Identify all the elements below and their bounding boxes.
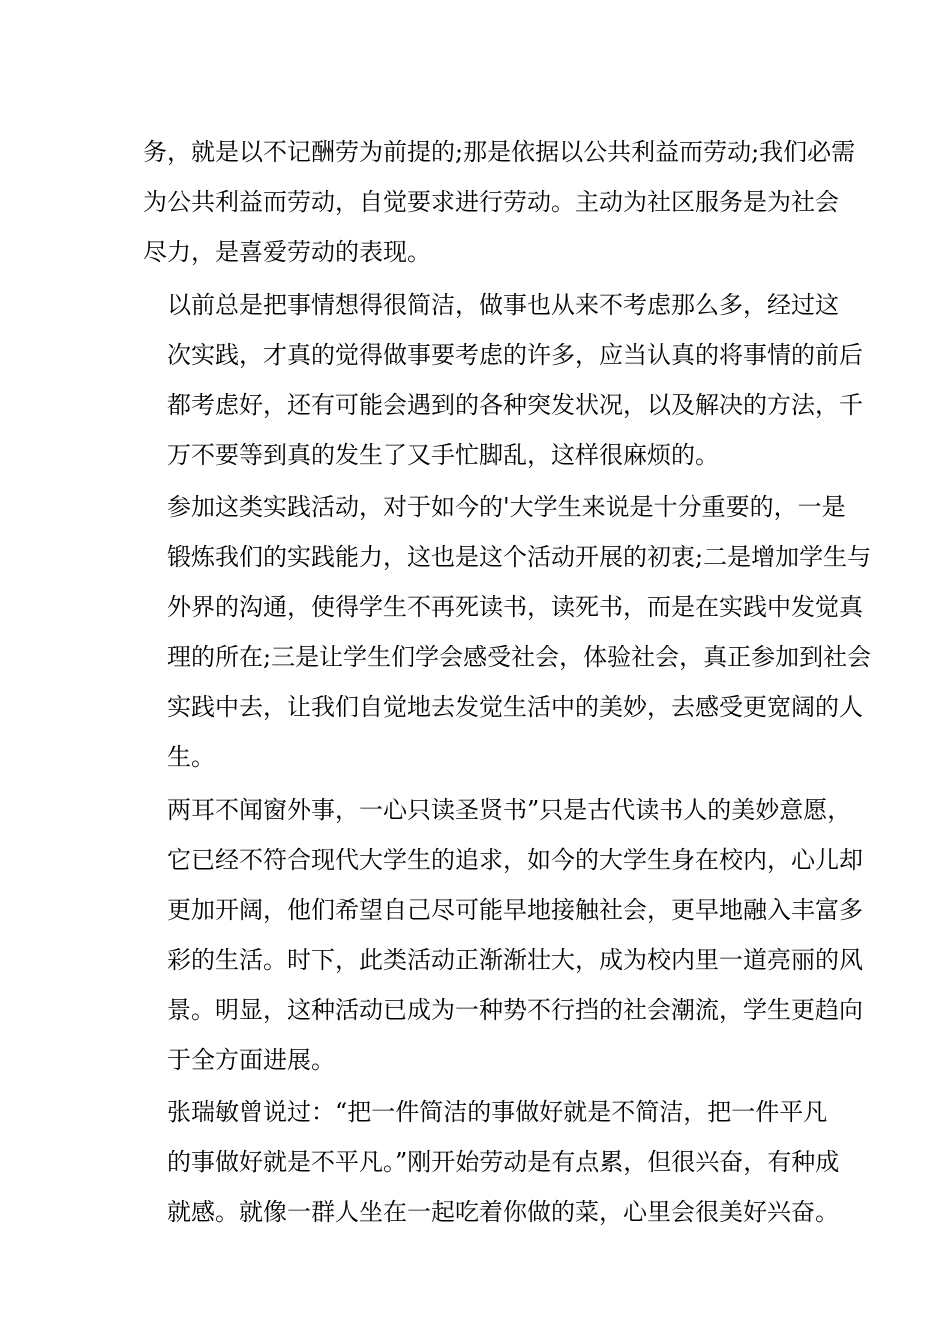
text-line: 更加开阔，他们希望自己尽可能早地接触社会，更早地融入丰富多 xyxy=(167,895,863,924)
paragraph-2 xyxy=(143,280,863,480)
text-line: 它已经不符合现代大学生的追求，如今的大学生身在校内，心儿却 xyxy=(167,845,863,874)
text-line: 锻炼我们的实践能力，这也是这个活动开展的初衷;二是增加学生与 xyxy=(167,543,872,571)
text-line: 彩的生活。时下，此类活动正渐渐壮大，成为校内里一道亮丽的风 xyxy=(167,945,863,974)
paragraph-4 xyxy=(143,785,863,1085)
text-line: 为公共利益而劳动，自觉要求进行劳动。主动为社区服务是为社会 xyxy=(143,188,839,216)
text-line: 万不要等到真的发生了又手忙脚乱，这样很麻烦的。 xyxy=(167,440,719,469)
paragraph-1 xyxy=(143,127,856,277)
text-line: 务，就是以不记酬劳为前提的;那是依据以公共利益而劳动;我们必需 xyxy=(143,138,856,166)
text-line: 尽力，是喜爱劳动的表现。 xyxy=(143,238,431,266)
text-line: 就感。就像一群人坐在一起吃着你做的菜，心里会很美好兴奋。 xyxy=(167,1198,839,1226)
text-line: 以前总是把事情想得很简洁，做事也从来不考虑那么多，经过这 xyxy=(167,290,839,319)
text-line: 理的所在;三是让学生们学会感受社会，体验社会，真正参加到社会 xyxy=(167,643,872,671)
text-line: 的事做好就是不平凡。”刚开始劳动是有点累，但很兴奋，有种成 xyxy=(167,1148,840,1176)
document-body xyxy=(143,127,872,1240)
paragraph-3 xyxy=(143,482,872,782)
text-line: 景。明显，这种活动已成为一种势不行挡的社会潮流，学生更趋向 xyxy=(167,995,863,1024)
text-line: 次实践，才真的觉得做事要考虑的许多，应当认真的将事情的前后 xyxy=(167,340,863,369)
paragraph-5 xyxy=(143,1087,840,1237)
text-line: 参加这类实践活动，对于如今的'大学生来说是十分重要的，一是 xyxy=(167,493,846,521)
text-line: 两耳不闻窗外事，一心只读圣贤书”只是古代读书人的美妙意愿， xyxy=(167,795,852,824)
text-line: 于全方面进展。 xyxy=(167,1045,335,1074)
text-line: 外界的沟通，使得学生不再死读书，读死书，而是在实践中发觉真 xyxy=(167,593,863,621)
text-line: 都考虑好，还有可能会遇到的各种突发状况，以及解决的方法，千 xyxy=(167,390,863,419)
text-line: 张瑞敏曾说过：“把一件简洁的事做好就是不简洁，把一件平凡 xyxy=(167,1098,828,1126)
text-line: 生。 xyxy=(167,743,215,771)
text-line: 实践中去，让我们自觉地去发觉生活中的美妙，去感受更宽阔的人 xyxy=(167,693,863,721)
